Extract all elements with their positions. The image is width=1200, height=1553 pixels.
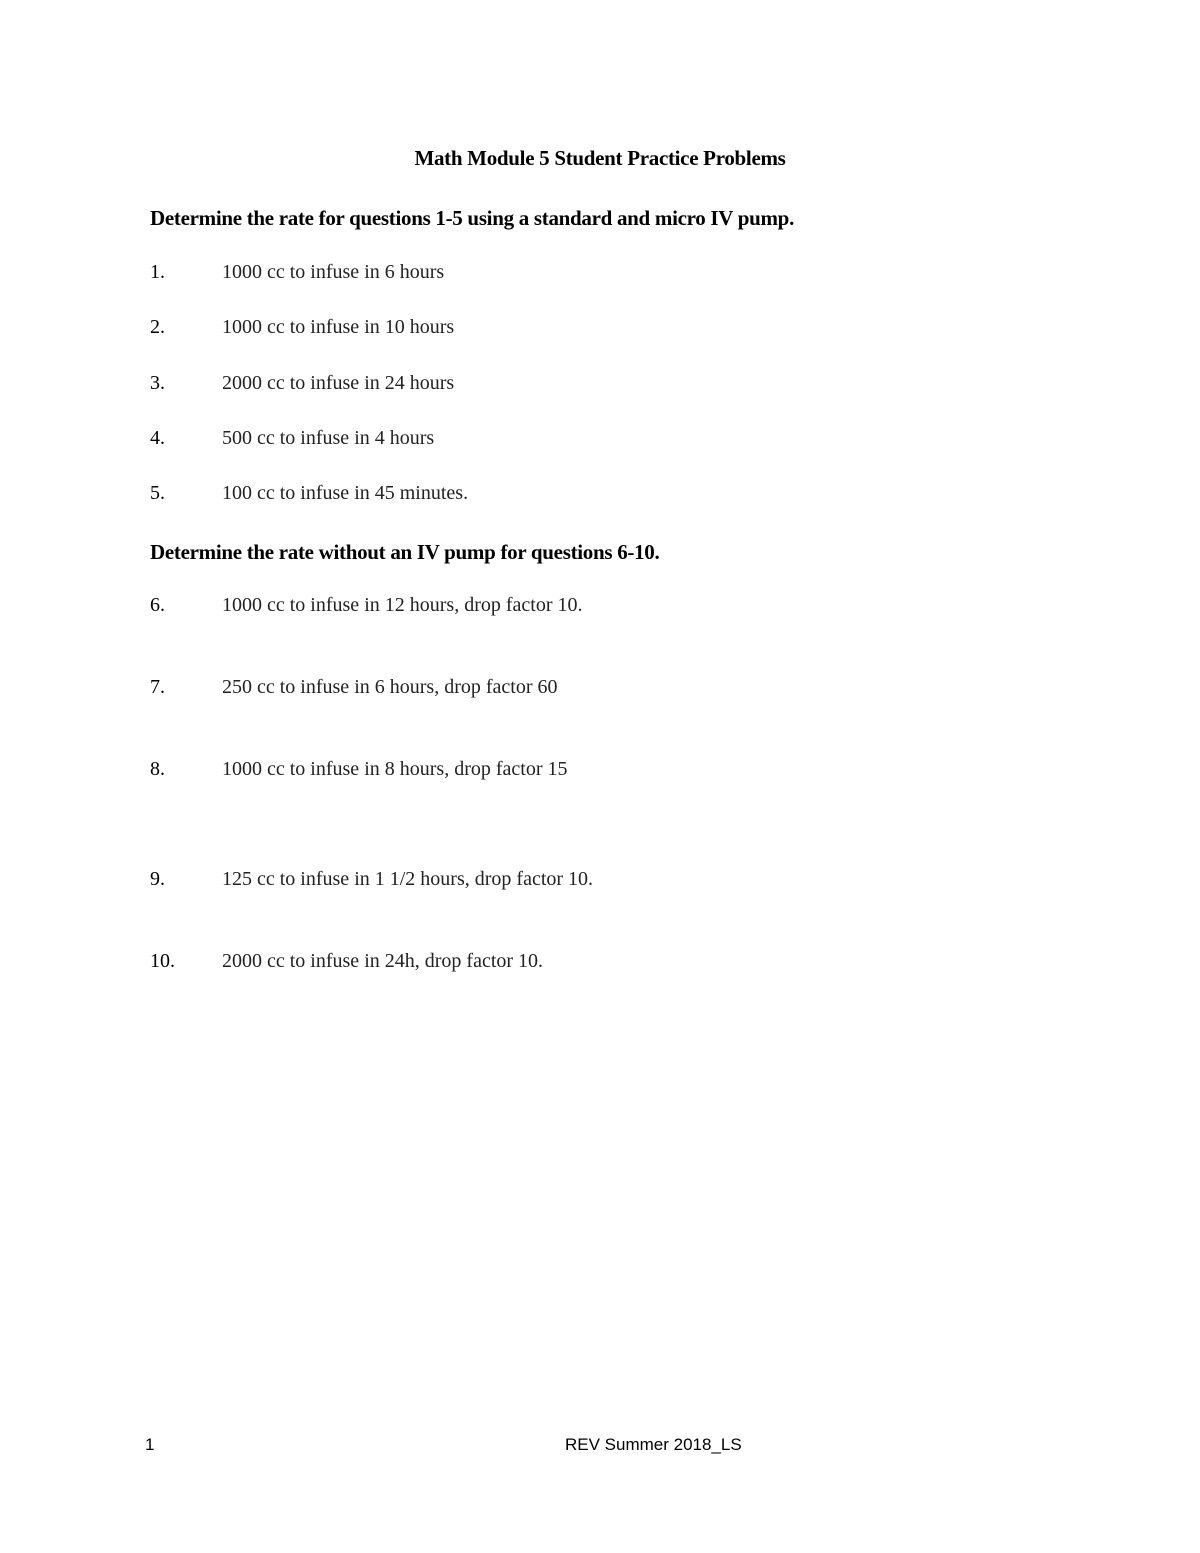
item-number: 3. [150,372,165,394]
item-text: 250 cc to infuse in 6 hours, drop factor 60 [222,676,558,698]
item-text: 1000 cc to infuse in 10 hours [222,316,455,338]
item-number: 6. [150,594,165,616]
item-text: 125 cc to infuse in 1 1/2 hours, drop factor 10. [222,868,594,890]
section-heading-no-pump: Determine the rate without an IV pump for questions 6-10. [150,540,660,564]
item-number: 10. [150,950,175,972]
document-title: Math Module 5 Student Practice Problems [414,146,786,170]
item-number: 4. [150,427,165,449]
item-number: 7. [150,676,165,698]
item-number: 9. [150,868,165,890]
item-number: 8. [150,758,165,780]
footer-revision: REV Summer 2018_LS [565,1435,742,1454]
section-heading-pump: Determine the rate for questions 1-5 using a standard and micro IV pump. [150,206,795,230]
item-text: 1000 cc to infuse in 8 hours, drop factor 15 [222,758,568,780]
item-number: 1. [150,261,165,283]
item-text: 1000 cc to infuse in 12 hours, drop factor 10. [222,594,583,616]
item-text: 500 cc to infuse in 4 hours [222,427,435,449]
item-number: 5. [150,482,165,504]
item-text: 100 cc to infuse in 45 minutes. [222,482,469,504]
footer-page-number: 1 [145,1435,155,1454]
item-text: 2000 cc to infuse in 24h, drop factor 10. [222,950,544,972]
item-text: 2000 cc to infuse in 24 hours [222,372,455,394]
item-text: 1000 cc to infuse in 6 hours [222,261,445,283]
item-number: 2. [150,316,165,338]
